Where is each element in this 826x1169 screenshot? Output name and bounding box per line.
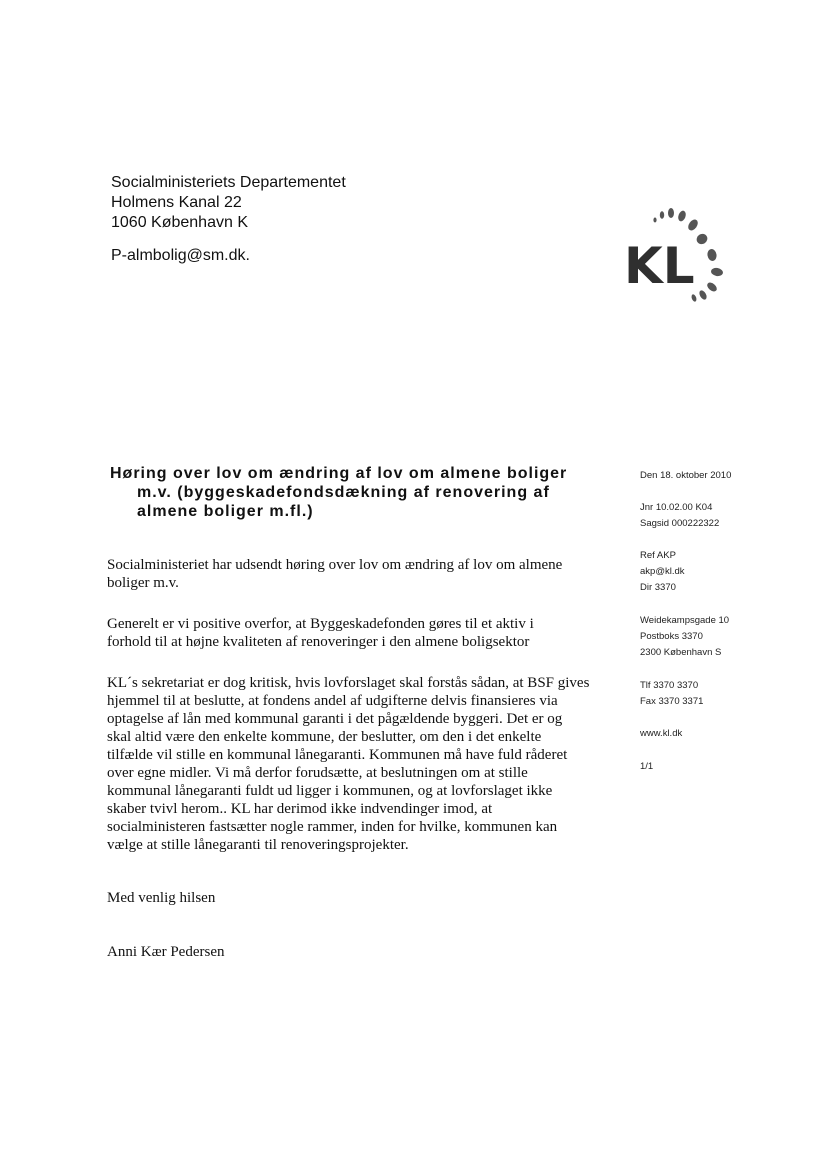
sender-phone: Tlf 3370 3370	[640, 680, 699, 691]
reference: Ref AKP	[640, 550, 676, 561]
signature: Anni Kær Pedersen	[107, 944, 225, 960]
page-number: 1/1	[640, 761, 654, 772]
letter-date: Den 18. oktober 2010	[640, 470, 732, 481]
sender-fax: Fax 3370 3371	[640, 696, 704, 707]
recipient-address	[111, 173, 346, 233]
sender-website: www.kl.dk	[640, 728, 683, 739]
recipient-email: P-almbolig@sm.dk.	[111, 247, 250, 264]
subject-line-3: almene boliger m.fl.)	[137, 503, 314, 520]
recipient-city: 1060 København K	[111, 214, 248, 231]
contact-email: akp@kl.dk	[640, 566, 685, 577]
journal-number: Jnr 10.02.00 K04	[640, 502, 713, 513]
sender-street: Weidekampsgade 10	[640, 615, 730, 626]
kl-logo	[622, 206, 730, 306]
body-paragraph-2: Generelt er vi positive overfor, at Byggeskadefonden gøres til et aktiv i forhold til at højne kvaliteten af renoveringer i den almene boligsektor	[107, 616, 534, 650]
subject-line-1: Høring over lov om ændring af lov om almene boliger	[110, 465, 568, 482]
recipient-name: Socialministeriets Departementet	[111, 174, 346, 191]
kl-logo-text: KL	[624, 237, 695, 295]
sender-city: 2300 København S	[640, 647, 722, 658]
case-id: Sagsid 000222322	[640, 518, 720, 529]
body-paragraph-3: KL´s sekretariat er dog kritisk, hvis lovforslaget skal forstås sådan, at BSF gives hjemmel til at beslutte, at fondens andel af udgifterne delvis finansieres via optagelse af lån med kommunal garanti i det pågældende byggeri. Det er og skal altid være den enkelte kommune, der beslutter, om den i det enkelte tilfælde vil stille en kommunal lånegaranti. Kommunen må have fuld råderet over egne midler. Vi må derfor forudsætte, at beslutningen om at stille kommunal lånegaranti fuldt ud ligger i kommunen, og at lovforslaget ikke skaber tvivl herom.. KL har derimod ikke indvendinger imod, at socialministeren fastsætter nogle rammer, inden for hvilke, kommunen kan vælge at stille lånegaranti til renoveringsprojekter.	[107, 675, 590, 853]
recipient-street: Holmens Kanal 22	[111, 194, 242, 211]
direct-phone: Dir 3370	[640, 582, 676, 593]
sender-postbox: Postboks 3370	[640, 631, 703, 642]
subject-heading	[110, 464, 610, 521]
subject-line-2: m.v. (byggeskadefondsdækning af renovering af	[137, 484, 550, 501]
body-paragraph-1: Socialministeriet har udsendt høring over lov om ændring af lov om almene boliger m.v.	[107, 557, 563, 591]
closing: Med venlig hilsen	[107, 890, 216, 906]
